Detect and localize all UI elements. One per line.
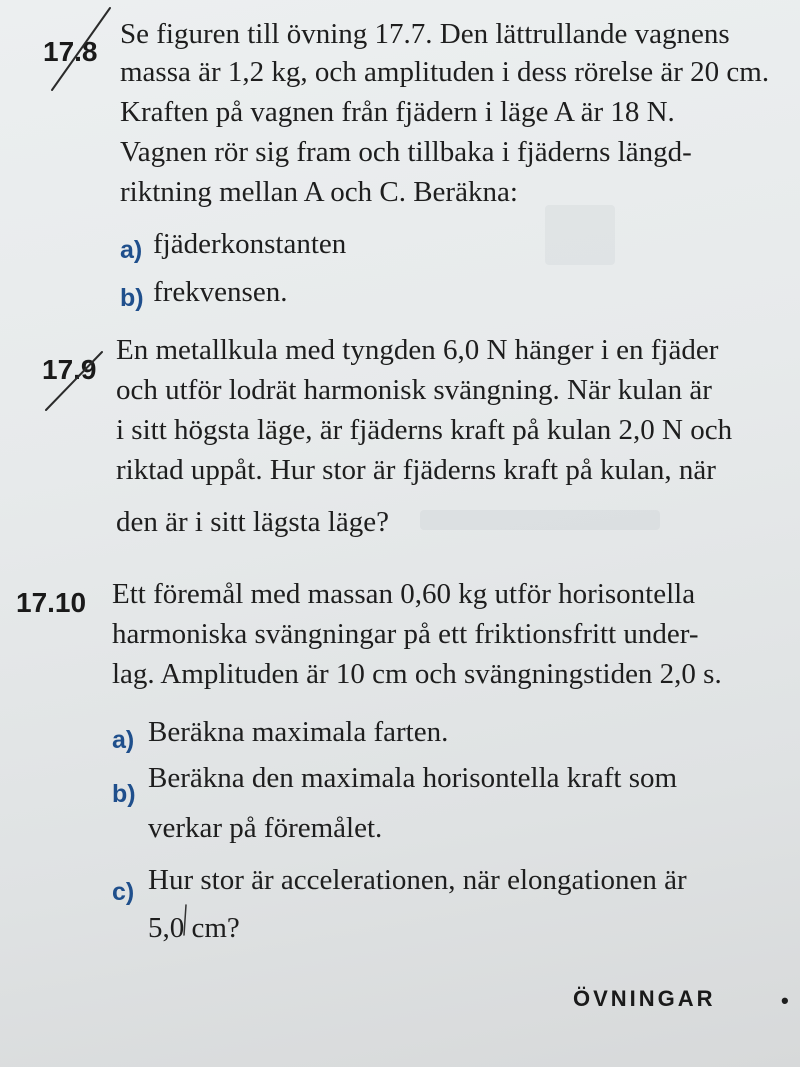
part-text: verkar på föremålet. <box>148 812 383 844</box>
exercise-text-line: Se figuren till övning 17.7. Den lättrullande vagnens <box>120 18 730 50</box>
exercise-text-line: En metallkula med tyngden 6,0 N hänger i en fjäder <box>116 334 719 366</box>
exercise-text-line: massa är 1,2 kg, och amplituden i dess rörelse är 20 cm. <box>120 56 770 88</box>
exercise-text-line: och utför lodrät harmonisk svängning. När kulan är <box>116 374 712 406</box>
exercise-text-line: lag. Amplituden är 10 cm och svängningstiden 2,0 s. <box>112 658 722 690</box>
exercise-text-line: Kraften på vagnen från fjädern i läge A är 18 N. <box>120 96 675 128</box>
part-label-b: b) <box>120 284 144 312</box>
part-text: Hur stor är accelerationen, när elongationen är <box>148 864 687 896</box>
part-text: 5,0 cm? <box>148 912 240 944</box>
pen-strike-17-8 <box>52 8 110 90</box>
exercise-text-line: harmoniska svängningar på ett friktionsfritt under- <box>112 618 699 650</box>
exercise-number: 17.8 <box>43 36 98 67</box>
section-footer: ÖVNINGAR <box>573 986 716 1011</box>
part-label-a: a) <box>112 726 135 754</box>
exercise-number: 17.9 <box>42 354 97 385</box>
part-label-b: b) <box>112 780 136 808</box>
exercise-text-line: riktning mellan A och C. Beräkna: <box>120 176 518 208</box>
part-text: Beräkna den maximala horisontella kraft som <box>148 762 678 794</box>
part-label-a: a) <box>120 236 143 264</box>
exercise-text-line: Vagnen rör sig fram och tillbaka i fjäderns längd- <box>120 136 692 168</box>
exercise-text-line: den är i sitt lägsta läge? <box>116 506 389 538</box>
part-text: frekvensen. <box>153 276 288 308</box>
exercise-text-line: riktad uppåt. Hur stor är fjäderns kraft på kulan, när <box>116 454 716 486</box>
footer-bullet: • <box>781 988 789 1013</box>
part-text: Beräkna maximala farten. <box>148 716 449 748</box>
exercise-text-line: Ett föremål med massan 0,60 kg utför horisontella <box>112 578 696 610</box>
part-label-c: c) <box>112 878 135 906</box>
exercise-text-line: i sitt högsta läge, är fjäderns kraft på kulan 2,0 N och <box>116 414 733 446</box>
exercise-number: 17.10 <box>16 587 87 618</box>
pen-strike-17-9 <box>46 352 102 410</box>
part-text: fjäderkonstanten <box>153 228 347 260</box>
pen-mark-5cm <box>184 905 186 935</box>
